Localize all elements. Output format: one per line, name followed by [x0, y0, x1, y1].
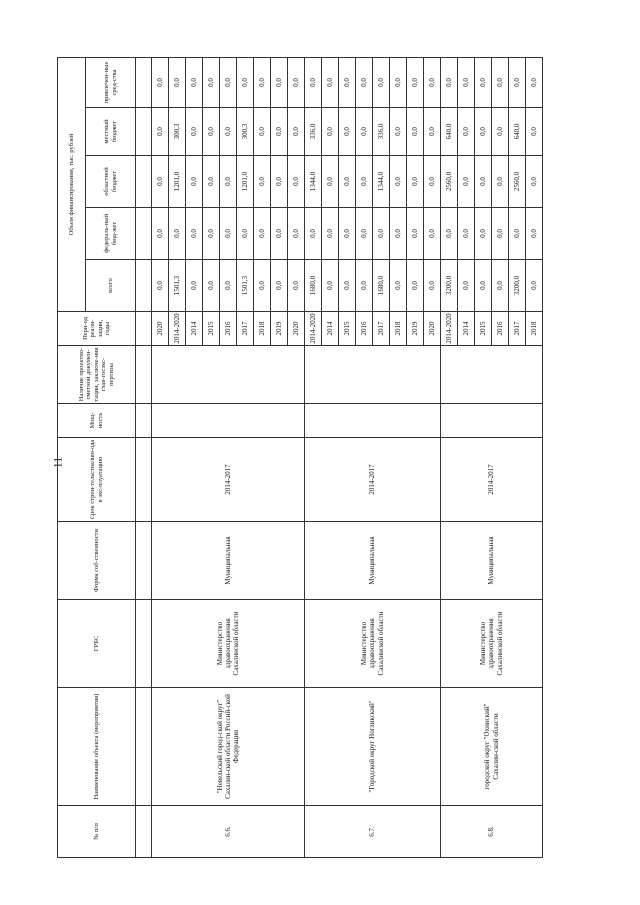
- cell-regional: 1344,0: [305, 156, 322, 208]
- cell-federal: 0,0: [492, 208, 509, 260]
- header-grbs: ГРБС: [58, 600, 136, 688]
- object-design-docs: [152, 346, 305, 404]
- cell-total: 0,0: [339, 260, 356, 312]
- cell-period: 2017: [237, 312, 254, 346]
- cell-local: 0,0: [339, 108, 356, 156]
- cell-federal: 0,0: [441, 208, 458, 260]
- object-ownership: Муниципальная: [152, 522, 305, 600]
- cell-regional: 1201,0: [169, 156, 186, 208]
- cell-period: 2015: [203, 312, 220, 346]
- header-regional: областной бюджет: [86, 156, 136, 208]
- cell-local: 300,3: [237, 108, 254, 156]
- cell-regional: 0,0: [203, 156, 220, 208]
- header-funding-group: Объем финансирования, тыс. рублей: [58, 57, 86, 311]
- object-name: городской округ "Охинский" Сахалин-ской области: [441, 688, 543, 806]
- cell-regional: 0,0: [424, 156, 441, 208]
- cell-federal: 0,0: [458, 208, 475, 260]
- header-period: Пери-од реали-зации, годы: [58, 312, 136, 346]
- cell-local: 640,0: [441, 108, 458, 156]
- cell-local: 0,0: [424, 108, 441, 156]
- cell-total: 0,0: [407, 260, 424, 312]
- cell-regional: 0,0: [407, 156, 424, 208]
- object-name: "Городской округ Ногликский": [305, 688, 441, 806]
- cell-total: 0,0: [424, 260, 441, 312]
- cell-federal: 0,0: [152, 208, 169, 260]
- cell-total: 3200,0: [509, 260, 526, 312]
- cell-attracted: 0,0: [271, 57, 288, 107]
- cell-period: 2015: [339, 312, 356, 346]
- cell-regional: 2560,0: [509, 156, 526, 208]
- cell-period: 2015: [475, 312, 492, 346]
- cell-period: 2014-2020: [441, 312, 458, 346]
- cell-period: 2016: [220, 312, 237, 346]
- table-body: [152, 57, 543, 857]
- cell-attracted: 0,0: [373, 57, 390, 107]
- cell-local: 0,0: [152, 108, 169, 156]
- object-number: 6.8.: [441, 806, 543, 858]
- cell-attracted: 0,0: [288, 57, 305, 107]
- cell-period: 2014-2020: [169, 312, 186, 346]
- funding-table: [57, 57, 543, 858]
- cell-local: 0,0: [356, 108, 373, 156]
- cell-federal: 0,0: [220, 208, 237, 260]
- cell-total: 1680,0: [305, 260, 322, 312]
- cell-regional: 0,0: [288, 156, 305, 208]
- cell-attracted: 0,0: [475, 57, 492, 107]
- header-local: местный бюджет: [86, 108, 136, 156]
- header-ownership: Форма соб-ственности: [58, 522, 136, 600]
- cell-regional: 0,0: [390, 156, 407, 208]
- cell-regional: 0,0: [220, 156, 237, 208]
- cell-total: 0,0: [271, 260, 288, 312]
- cell-period: 2017: [509, 312, 526, 346]
- cell-period: 2014: [186, 312, 203, 346]
- cell-attracted: 0,0: [152, 57, 169, 107]
- cell-total: 1501,3: [237, 260, 254, 312]
- cell-period: 2018: [526, 312, 543, 346]
- table-row: [152, 57, 169, 857]
- object-grbs: Министерство здравоохранения Сахалинской области: [152, 600, 305, 688]
- cell-total: 0,0: [322, 260, 339, 312]
- rotated-table-container: [57, 58, 538, 858]
- cell-period: 2014: [458, 312, 475, 346]
- cell-total: 0,0: [475, 260, 492, 312]
- cell-attracted: 0,0: [407, 57, 424, 107]
- cell-federal: 0,0: [373, 208, 390, 260]
- table-header: [58, 57, 152, 857]
- table-row: [305, 57, 322, 857]
- cell-total: 0,0: [492, 260, 509, 312]
- table-row: [441, 57, 458, 857]
- cell-period: 2014-2020: [305, 312, 322, 346]
- cell-local: 0,0: [407, 108, 424, 156]
- object-capacity: [441, 404, 543, 438]
- cell-regional: 0,0: [339, 156, 356, 208]
- cell-regional: 2560,0: [441, 156, 458, 208]
- page-number: 11: [50, 456, 65, 469]
- header-total: всего: [86, 260, 136, 312]
- cell-federal: 0,0: [271, 208, 288, 260]
- cell-regional: 0,0: [356, 156, 373, 208]
- cell-federal: 0,0: [509, 208, 526, 260]
- cell-attracted: 0,0: [305, 57, 322, 107]
- object-capacity: [152, 404, 305, 438]
- cell-attracted: 0,0: [424, 57, 441, 107]
- cell-period: 2018: [254, 312, 271, 346]
- cell-regional: 1201,0: [237, 156, 254, 208]
- cell-period: 2016: [492, 312, 509, 346]
- cell-total: 0,0: [254, 260, 271, 312]
- header-term: Срок строи-тельства/вво-ода в экс-плуатацию: [58, 438, 136, 522]
- cell-local: 300,3: [169, 108, 186, 156]
- object-term: 2014-2017: [305, 438, 441, 522]
- header-attracted: привлечен-ные сред-ства: [86, 57, 136, 107]
- cell-local: 336,0: [305, 108, 322, 156]
- cell-regional: 1344,0: [373, 156, 390, 208]
- cell-federal: 0,0: [407, 208, 424, 260]
- object-term: 2014-2017: [152, 438, 305, 522]
- cell-attracted: 0,0: [526, 57, 543, 107]
- header-spacer-row: [136, 57, 152, 857]
- cell-total: 3200,0: [441, 260, 458, 312]
- cell-period: 2016: [356, 312, 373, 346]
- object-ownership: Муниципальная: [305, 522, 441, 600]
- header-num: № п/п: [58, 806, 136, 858]
- cell-local: 0,0: [458, 108, 475, 156]
- cell-total: 0,0: [288, 260, 305, 312]
- cell-period: 2019: [407, 312, 424, 346]
- cell-federal: 0,0: [424, 208, 441, 260]
- cell-federal: 0,0: [254, 208, 271, 260]
- cell-local: 0,0: [254, 108, 271, 156]
- object-grbs: Министерство здравоохранения Сахалинской области: [305, 600, 441, 688]
- cell-regional: 0,0: [186, 156, 203, 208]
- cell-total: 0,0: [458, 260, 475, 312]
- cell-attracted: 0,0: [186, 57, 203, 107]
- header-capacity: Мощ-ность: [58, 404, 136, 438]
- cell-local: 640,0: [509, 108, 526, 156]
- cell-regional: 0,0: [526, 156, 543, 208]
- cell-local: 0,0: [475, 108, 492, 156]
- cell-regional: 0,0: [152, 156, 169, 208]
- cell-federal: 0,0: [475, 208, 492, 260]
- cell-attracted: 0,0: [322, 57, 339, 107]
- cell-local: 0,0: [271, 108, 288, 156]
- cell-period: 2019: [271, 312, 288, 346]
- cell-local: 336,0: [373, 108, 390, 156]
- object-number: 6.6.: [152, 806, 305, 858]
- cell-federal: 0,0: [305, 208, 322, 260]
- cell-local: 0,0: [390, 108, 407, 156]
- cell-total: 0,0: [186, 260, 203, 312]
- cell-total: 0,0: [220, 260, 237, 312]
- cell-regional: 0,0: [271, 156, 288, 208]
- cell-attracted: 0,0: [441, 57, 458, 107]
- cell-total: 1501,3: [169, 260, 186, 312]
- cell-local: 0,0: [492, 108, 509, 156]
- object-design-docs: [305, 346, 441, 404]
- cell-local: 0,0: [322, 108, 339, 156]
- cell-federal: 0,0: [288, 208, 305, 260]
- cell-period: 2018: [390, 312, 407, 346]
- cell-regional: 0,0: [254, 156, 271, 208]
- header-federal: федераль-ный бюд-жет: [86, 208, 136, 260]
- cell-total: 0,0: [152, 260, 169, 312]
- cell-federal: 0,0: [356, 208, 373, 260]
- object-capacity: [305, 404, 441, 438]
- object-term: 2014-2017: [441, 438, 543, 522]
- cell-federal: 0,0: [339, 208, 356, 260]
- object-design-docs: [441, 346, 543, 404]
- cell-attracted: 0,0: [339, 57, 356, 107]
- cell-attracted: 0,0: [237, 57, 254, 107]
- cell-attracted: 0,0: [220, 57, 237, 107]
- cell-total: 0,0: [390, 260, 407, 312]
- cell-attracted: 0,0: [492, 57, 509, 107]
- cell-regional: 0,0: [322, 156, 339, 208]
- cell-federal: 0,0: [203, 208, 220, 260]
- cell-federal: 0,0: [169, 208, 186, 260]
- cell-local: 0,0: [288, 108, 305, 156]
- cell-federal: 0,0: [390, 208, 407, 260]
- cell-period: 2020: [152, 312, 169, 346]
- cell-federal: 0,0: [322, 208, 339, 260]
- cell-attracted: 0,0: [458, 57, 475, 107]
- object-number: 6.7.: [305, 806, 441, 858]
- cell-attracted: 0,0: [169, 57, 186, 107]
- cell-attracted: 0,0: [254, 57, 271, 107]
- cell-period: 2014: [322, 312, 339, 346]
- cell-federal: 0,0: [237, 208, 254, 260]
- cell-total: 0,0: [526, 260, 543, 312]
- cell-attracted: 0,0: [203, 57, 220, 107]
- cell-regional: 0,0: [492, 156, 509, 208]
- cell-total: 1680,0: [373, 260, 390, 312]
- object-name: "Невельский город-ской округ" Сахалин-ской области Россий-ской Федерации: [152, 688, 305, 806]
- object-ownership: Муниципальная: [441, 522, 543, 600]
- cell-local: 0,0: [203, 108, 220, 156]
- cell-federal: 0,0: [526, 208, 543, 260]
- header-name: Наименование объекта (мероприятия): [58, 688, 136, 806]
- cell-period: 2020: [424, 312, 441, 346]
- cell-regional: 0,0: [475, 156, 492, 208]
- header-design-docs: Наличие проектно-сметной докумен-тации, заключе-ния глав-госэкс-пертизы: [58, 346, 136, 404]
- cell-period: 2020: [288, 312, 305, 346]
- cell-local: 0,0: [220, 108, 237, 156]
- cell-federal: 0,0: [186, 208, 203, 260]
- cell-regional: 0,0: [458, 156, 475, 208]
- cell-period: 2017: [373, 312, 390, 346]
- cell-total: 0,0: [356, 260, 373, 312]
- cell-local: 0,0: [186, 108, 203, 156]
- object-grbs: Министерство здравоохранения Сахалинской области: [441, 600, 543, 688]
- cell-local: 0,0: [526, 108, 543, 156]
- cell-attracted: 0,0: [509, 57, 526, 107]
- cell-attracted: 0,0: [390, 57, 407, 107]
- cell-total: 0,0: [203, 260, 220, 312]
- cell-attracted: 0,0: [356, 57, 373, 107]
